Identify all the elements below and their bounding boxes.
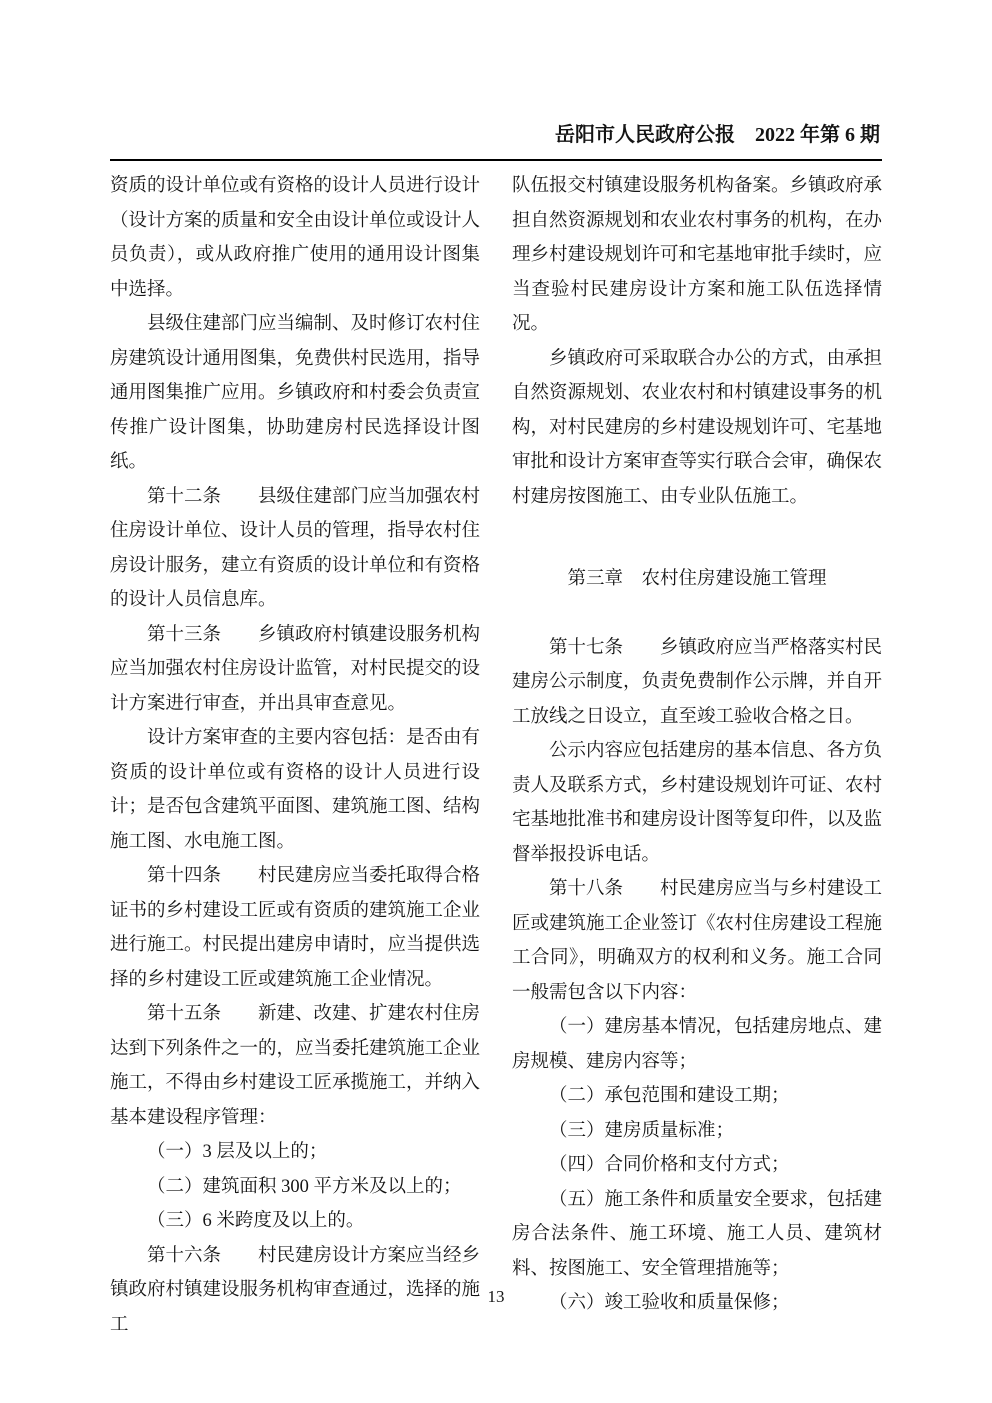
page-content (110, 122, 882, 1342)
paragraph: 第十八条 村民建房应当与乡村建设工匠或建筑施工企业签订《农村住房建设工程施工合同》，明确双方的权利和义务。施工合同一般需包含以下内容： (512, 879, 883, 1003)
paragraph: （一）3 层及以上的； (147, 1142, 328, 1162)
paragraph: 第十七条 乡镇政府应当严格落实村民建房公示制度，负责免费制作公示牌，并自开工放线之日设立，直至竣工验收合格之日。 (512, 637, 883, 727)
paragraph: （二）承包范围和建设工期； (549, 1086, 790, 1106)
paragraph: 设计方案审查的主要内容包括：是否由有资质的设计单位或有资格的设计人员进行设计；是否包含建筑平面图、建筑施工图、结构施工图、水电施工图。 (110, 728, 481, 852)
paragraph: 乡镇政府可采取联合办公的方式，由承担自然资源规划、农业农村和村镇建设事务的机构，对村民建房的乡村建设规划许可、宅基地审批和设计方案审查等实行联合会审，确保农村建房按图施工、由专业队伍施工。 (512, 348, 883, 507)
paragraph: 县级住建部门应当编制、及时修订农村住房建筑设计通用图集，免费供村民选用，指导通用图集推广应用。乡镇政府和村委会负责宣传推广设计图集，协助建房村民选择设计图纸。 (110, 314, 481, 472)
paragraph: 队伍报交村镇建设服务机构备案。乡镇政府承担自然资源规划和农业农村事务的机构，在办理乡村建设规划许可和宅基地审批手续时，应当查验村民建房设计方案和施工队伍选择情况。 (512, 176, 883, 334)
right-column (512, 169, 882, 1342)
paragraph: 资质的设计单位或有资格的设计人员进行设计（设计方案的质量和安全由设计单位或设计人员负责），或从政府推广使用的通用设计图集中选择。 (110, 176, 481, 300)
chapter-heading: 第三章 农村住房建设施工管理 (567, 569, 827, 589)
paragraph: 第十三条 乡镇政府村镇建设服务机构应当加强农村住房设计监管，对村民提交的设计方案进行审查，并出具审查意见。 (110, 624, 481, 714)
paragraph: 第十二条 县级住建部门应当加强农村住房设计单位、设计人员的管理，指导农村住房设计服务，建立有资质的设计单位和有资格的设计人员信息库。 (110, 486, 481, 610)
paragraph: 第十六条 村民建房设计方案应当经乡镇政府村镇建设服务机构审查通过，选择的施工 (110, 1245, 481, 1335)
paragraph: 公示内容应包括建房的基本信息、各方负责人及联系方式，乡村建设规划许可证、农村宅基地批准书和建房设计图等复印件，以及监督举报投诉电话。 (512, 741, 883, 865)
paragraph: （二）建筑面积 300 平方米及以上的； (147, 1176, 462, 1197)
gazette-masthead-title: 岳阳市人民政府公报 2022 年第 6 期 (110, 122, 882, 161)
paragraph: （六）竣工验收和质量保修； (549, 1293, 790, 1313)
paragraph: （四）合同价格和支付方式； (549, 1155, 790, 1175)
left-column (110, 169, 480, 1342)
paragraph: （一）建房基本情况，包括建房地点、建房规模、建房内容等； (512, 1017, 883, 1072)
paragraph: （五）施工条件和质量安全要求，包括建房合法条件、施工环境、施工人员、建筑材料、按图施工、安全管理措施等； (512, 1189, 883, 1279)
paragraph: 第十五条 新建、改建、扩建农村住房达到下列条件之一的，应当委托建筑施工企业施工，不得由乡村建设工匠承揽施工，并纳入基本建设程序管理： (110, 1004, 481, 1128)
page-number: 13 (487, 1287, 505, 1306)
paragraph: （三）建房质量标准； (549, 1120, 735, 1141)
paragraph: 第十四条 村民建房应当委托取得合格证书的乡村建设工匠或有资质的建筑施工企业进行施工。村民提出建房申请时，应当提供选择的乡村建设工匠或建筑施工企业情况。 (110, 866, 481, 990)
two-column-body (110, 169, 882, 1342)
paragraph: （三）6 米跨度及以上的。 (147, 1211, 365, 1231)
